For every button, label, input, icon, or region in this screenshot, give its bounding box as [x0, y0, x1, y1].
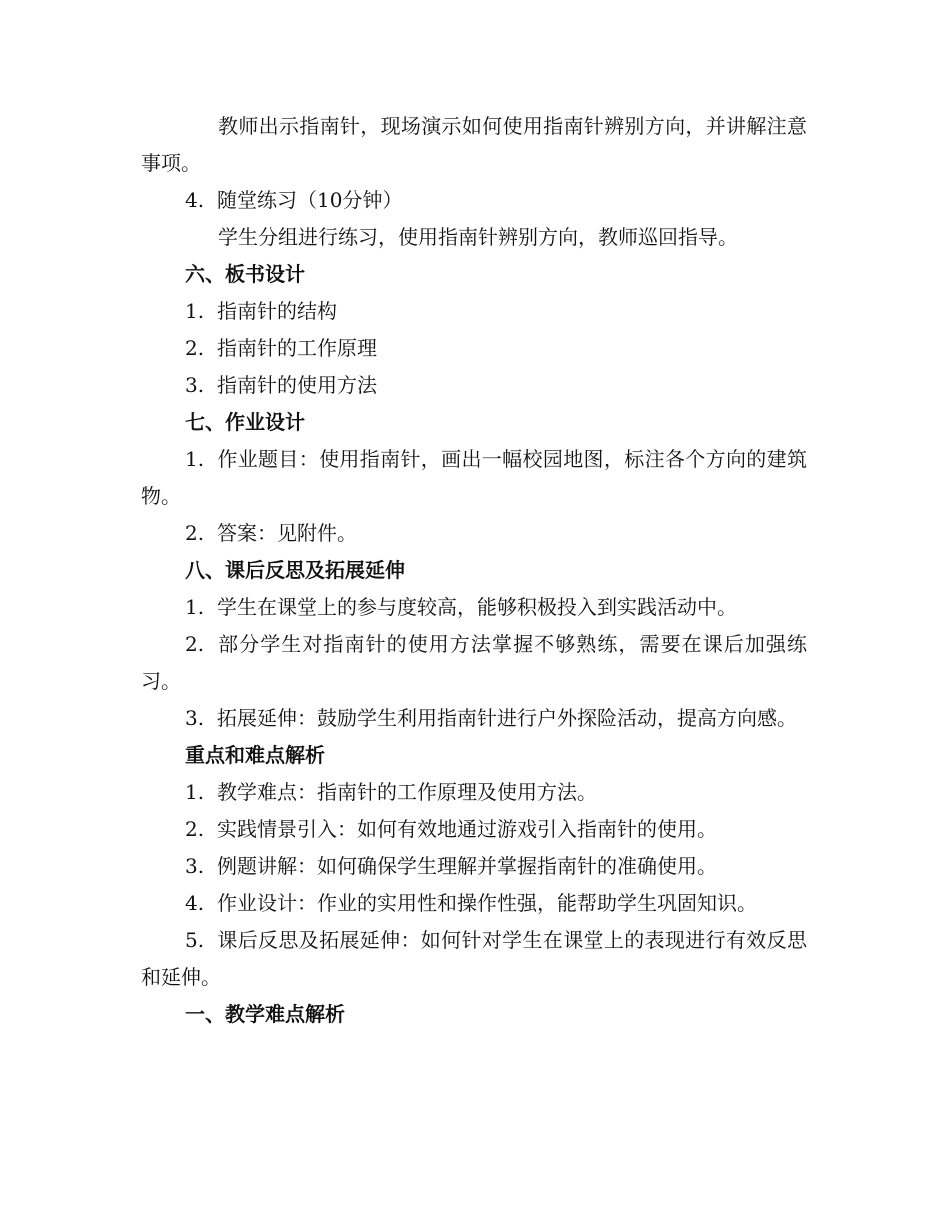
section-heading	[141, 256, 807, 293]
list-number: 3.	[185, 373, 205, 397]
list-text: 作业设计：作业的实用性和操作性强，能帮助学生巩固知识。	[217, 891, 757, 915]
list-number: 5.	[185, 928, 205, 952]
list-item	[141, 515, 807, 552]
list-text: 拓展延伸：鼓励学生利用指南针进行户外探险活动，提高方向感。	[217, 706, 797, 730]
section-heading	[141, 404, 807, 441]
list-text: 实践情景引入：如何有效地通过游戏引入指南针的使用。	[217, 817, 717, 841]
list-number: 1.	[185, 299, 205, 323]
list-text: 学生在课堂上的参与度较高，能够积极投入到实践活动中。	[217, 595, 737, 619]
list-number: 2.	[185, 632, 205, 656]
list-number: 1.	[185, 595, 205, 619]
list-item	[141, 626, 807, 700]
list-text: 指南针的结构	[217, 299, 337, 323]
section-heading	[141, 552, 807, 589]
paragraph	[141, 219, 807, 256]
list-text: 指南针的使用方法	[217, 373, 377, 397]
heading-text: 六、板书设计	[185, 262, 305, 286]
list-text: 答案：见附件。	[217, 521, 357, 545]
list-text: 部分学生对指南针的使用方法掌握不够熟练，需要在课后加强练习。	[141, 632, 807, 693]
list-text: 课后反思及拓展延伸：如何针对学生在课堂上的表现进行有效反思和延伸。	[141, 928, 807, 989]
list-number: 1.	[185, 447, 205, 471]
list-item	[141, 811, 807, 848]
list-number: 1.	[185, 780, 205, 804]
list-text: 指南针的工作原理	[217, 336, 377, 360]
list-number: 2.	[185, 521, 205, 545]
list-number: 3.	[185, 854, 205, 878]
list-text: 作业题目：使用指南针，画出一幅校园地图，标注各个方向的建筑物。	[141, 447, 807, 508]
list-item	[141, 182, 807, 219]
list-item	[141, 330, 807, 367]
paragraph-text: 学生分组进行练习，使用指南针辨别方向，教师巡回指导。	[218, 225, 738, 249]
heading-text: 一、教学难点解析	[185, 1002, 345, 1026]
list-item	[141, 700, 807, 737]
list-number: 2.	[185, 817, 205, 841]
list-item	[141, 774, 807, 811]
paragraph-text: 教师出示指南针，现场演示如何使用指南针辨别方向，并讲解注意事项。	[141, 114, 807, 175]
heading-text: 七、作业设计	[185, 410, 305, 434]
heading-text: 八、课后反思及拓展延伸	[185, 558, 405, 582]
section-heading	[141, 996, 807, 1033]
list-item	[141, 589, 807, 626]
list-item	[141, 441, 807, 515]
paragraph	[141, 108, 807, 182]
list-number: 4.	[185, 188, 205, 212]
list-item	[141, 848, 807, 885]
list-item	[141, 367, 807, 404]
list-item	[141, 293, 807, 330]
list-text: 随堂练习（10分钟）	[217, 188, 403, 212]
section-heading	[141, 737, 807, 774]
heading-text: 重点和难点解析	[185, 743, 325, 767]
list-text: 教学难点：指南针的工作原理及使用方法。	[217, 780, 597, 804]
list-item	[141, 922, 807, 996]
list-number: 3.	[185, 706, 205, 730]
list-number: 2.	[185, 336, 205, 360]
list-item	[141, 885, 807, 922]
list-number: 4.	[185, 891, 205, 915]
list-text: 例题讲解：如何确保学生理解并掌握指南针的准确使用。	[217, 854, 717, 878]
document-body	[141, 108, 807, 1033]
